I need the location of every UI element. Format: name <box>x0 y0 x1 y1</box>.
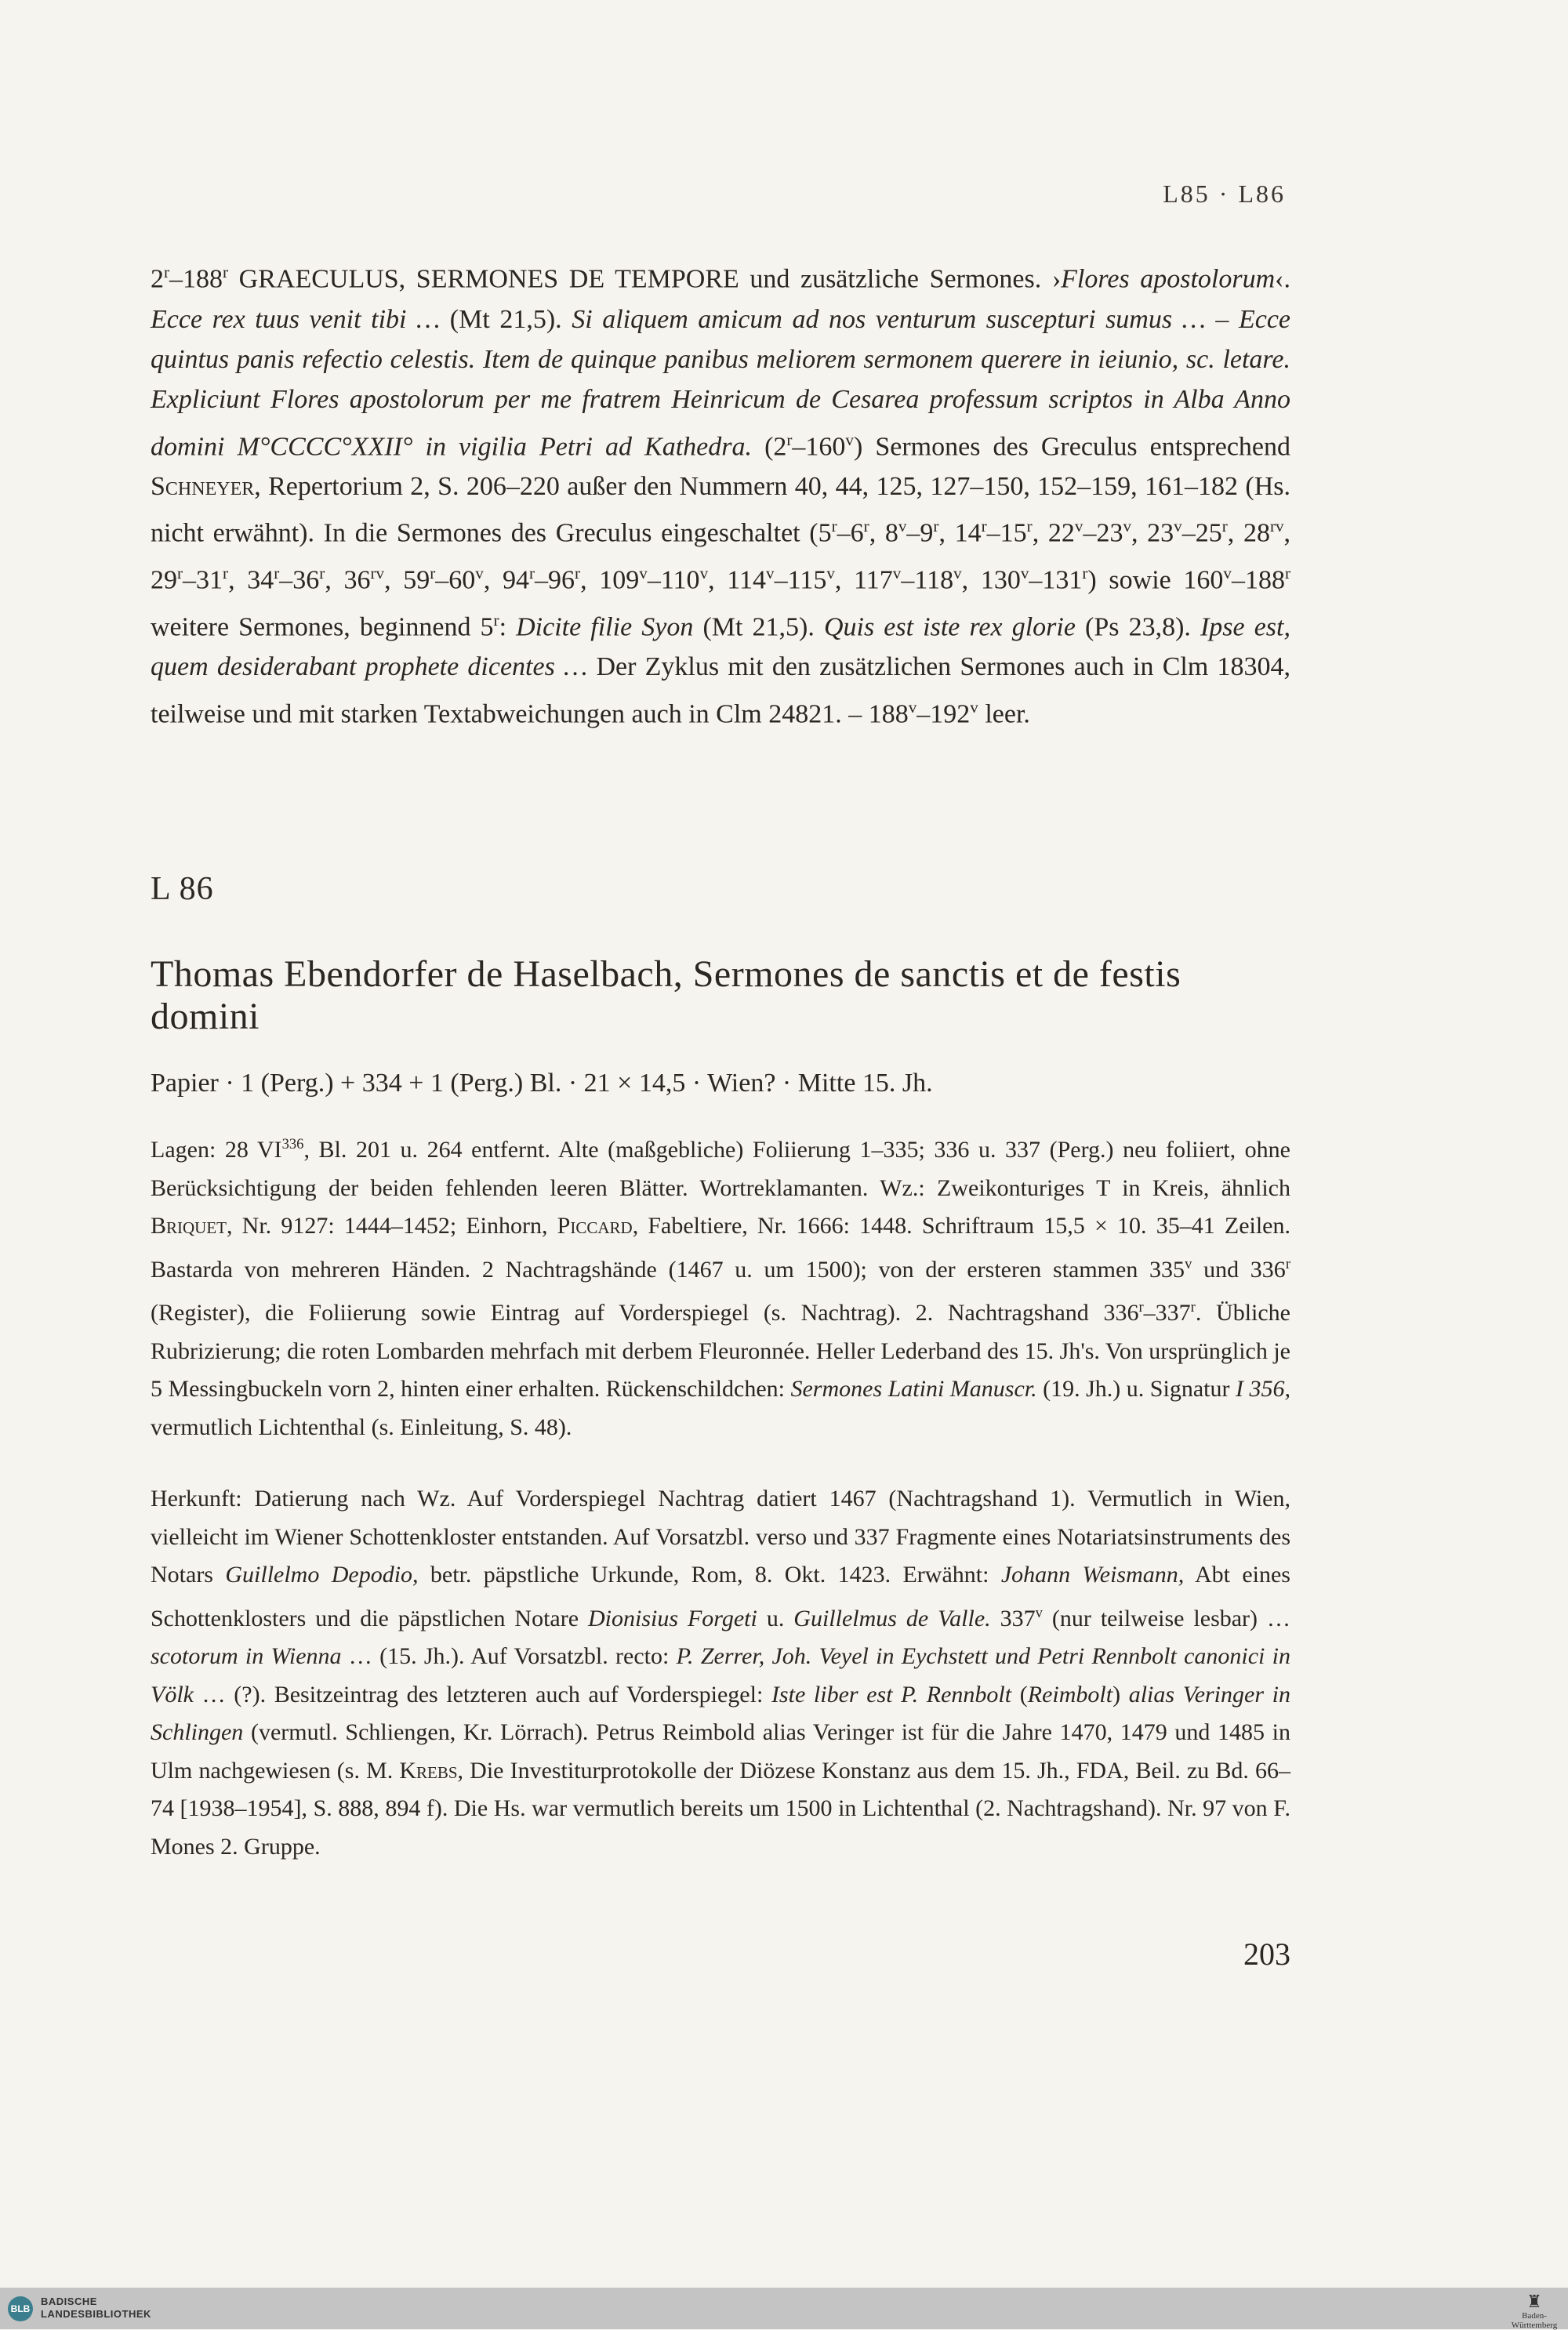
work-title: Thomas Ebendorfer de Haselbach, Sermones de sanctis et de festis domini <box>151 953 1181 1037</box>
state-label: Baden-Württemberg <box>1511 2311 1558 2330</box>
lagen-paragraph: Lagen: 28 VI$^{336}$, Bl. 201 u. 264 entfernt. Alte (maßgebliche) Foliierung 1–335; 336 u. 337 (Perg.) neu foliiert, ohne Berücksichtigung der beiden fehlenden leeren Blätter. Wortreklamanten. Wz.: Zweikonturiges T in Kreis, ähnlich Briquet, Nr. 9127: 1444–1452; Einhorn, Piccard, Fabeltiere, Nr. 1666: 1448. Schriftraum 15,5 × 10. 35–41 Zeilen. Bastarda von mehreren Händen. 2 Nachtragshände (1467 u. um 1500); von der ersteren stammen 335$^v$ und 336$^r$ (Register), die Foliierung sowie Eintrag auf Vorderspiegel (s. Nachtrag). 2. Nachtragshand 336$^r$–337$^r$. Übliche Rubrizierung; die roten Lombarden mehrfach mit derbem Fleuronnée. Heller Lederband des 15. Jh's. Von ursprünglich je 5 Messingbuckeln vorn 2, hinten einer erhalten. Rückenschildchen: Sermones Latini Manuscr. (19. Jh.) u. Signatur I 356, vermutlich Lichtenthal (s. Einleitung, S. 48). <box>151 1136 1291 1440</box>
library-name-line2: LANDESBIBLIOTHEK <box>41 2308 151 2320</box>
entry-l85-continuation: 2$^r$–188$^r$ GRAECULUS, SERMONES DE TEMPORE und zusätzliche Sermones. ›Flores apostolorum‹. Ecce rex tuus venit tibi … (Mt 21,5). Si aliquem amicum ad nos venturum suscepturi sumus … – Ecce quintus panis refectio celestis. Item de quinque panibus meliorem sermonem querere in ieiunio, sc. letare. Expliciunt Flores apostolorum per me fratrem Heinricum de Cesarea professum scriptos in Alba Anno domini M°CCCC°XXII° in vigilia Petri ad Kathedra. (2$^r$–160$^v$) Sermones des Greculus entsprechend Schneyer, Repertorium 2, S. 206–220 außer den Nummern 40, 44, 125, 127–150, 152–159, 161–182 (Hs. nicht erwähnt). In die Sermones des Greculus eingeschaltet (5$^r$–6$^r$, 8$^v$–9$^r$, 14$^r$–15$^r$, 22$^v$–23$^v$, 23$^v$–25$^r$, $28^{rv}$, 29$^r$–31$^r$, 34$^r$–36$^r$, $36^{rv}$, 59$^r$–60$^v$, 94$^r$–96$^r$, 109$^v$–110$^v$, 114$^v$–115$^v$, 117$^v$–118$^v$, 130$^v$–131$^r$) sowie 160$^v$–188$^r$ weitere Sermones, beginnend 5$^r$: Dicite filie Syon (Mt 21,5). Quis est iste rex glorie (Ps 23,8). Ipse est, quem desiderabant prophete dicentes … Der Zyklus mit den zusätzlichen Sermones auch in Clm 18304, teilweise und mit starken Textabweichungen auch in Clm 24821. – 188$^v$–192$^v$ leer. <box>151 263 1291 728</box>
running-head: L85 · L86 <box>1163 180 1286 208</box>
library-name-line1: BADISCHE <box>41 2296 97 2307</box>
shelfmark-heading: L 86 <box>151 871 214 907</box>
library-logo-icon[interactable]: BLB <box>8 2296 33 2321</box>
page-number: 203 <box>1243 1936 1290 1972</box>
footer-bar <box>0 2288 1568 2329</box>
state-logo[interactable] <box>1507 2292 1562 2330</box>
herkunft-paragraph: Herkunft: Datierung nach Wz. Auf Vorderspiegel Nachtrag datiert 1467 (Nachtragshand 1). Vermutlich in Wien, vielleicht im Wiener Schottenkloster entstanden. Auf Vorsatzbl. verso und 337 Fragmente eines Notariatsinstruments des Notars Guillelmo Depodio, betr. päpstliche Urkunde, Rom, 8. Okt. 1423. Erwähnt: Johann Weismann, Abt eines Schottenklosters und die päpstlichen Notare Dionisius Forgeti u. Guillelmus de Valle. 337$^v$ (nur teilweise lesbar) … scotorum in Wienna … (15. Jh.). Auf Vorsatzbl. recto: P. Zerrer, Joh. Veyel in Eychstett und Petri Rennbolt canonici in Völk … (?). Besitzeintrag des letzteren auch auf Vorderspiegel: Iste liber est P. Rennbolt (Reimbolt) alias Veringer in Schlingen (vermutl. Schliengen, Kr. Lörrach). Petrus Reimbold alias Veringer ist für die Jahre 1470, 1479 und 1485 in Ulm nachgewiesen (s. M. Krebs, Die Investiturprotokolle der Diözese Konstanz aus dem 15. Jh., FDA, Beil. zu Bd. 66–74 [1938–1954], S. 888, 894 f). Die Hs. war vermutlich bereits um 1500 in Lichtenthal (2. Nachtragshand). Nr. 97 von F. Mones 2. Gruppe. <box>151 1486 1291 1860</box>
coat-of-arms-icon: ♜ <box>1526 2292 1542 2311</box>
physical-description: Papier · 1 (Perg.) + 334 + 1 (Perg.) Bl. · 21 × 14,5 · Wien? · Mitte 15. Jh. <box>151 1069 933 1098</box>
library-name[interactable] <box>41 2296 151 2321</box>
